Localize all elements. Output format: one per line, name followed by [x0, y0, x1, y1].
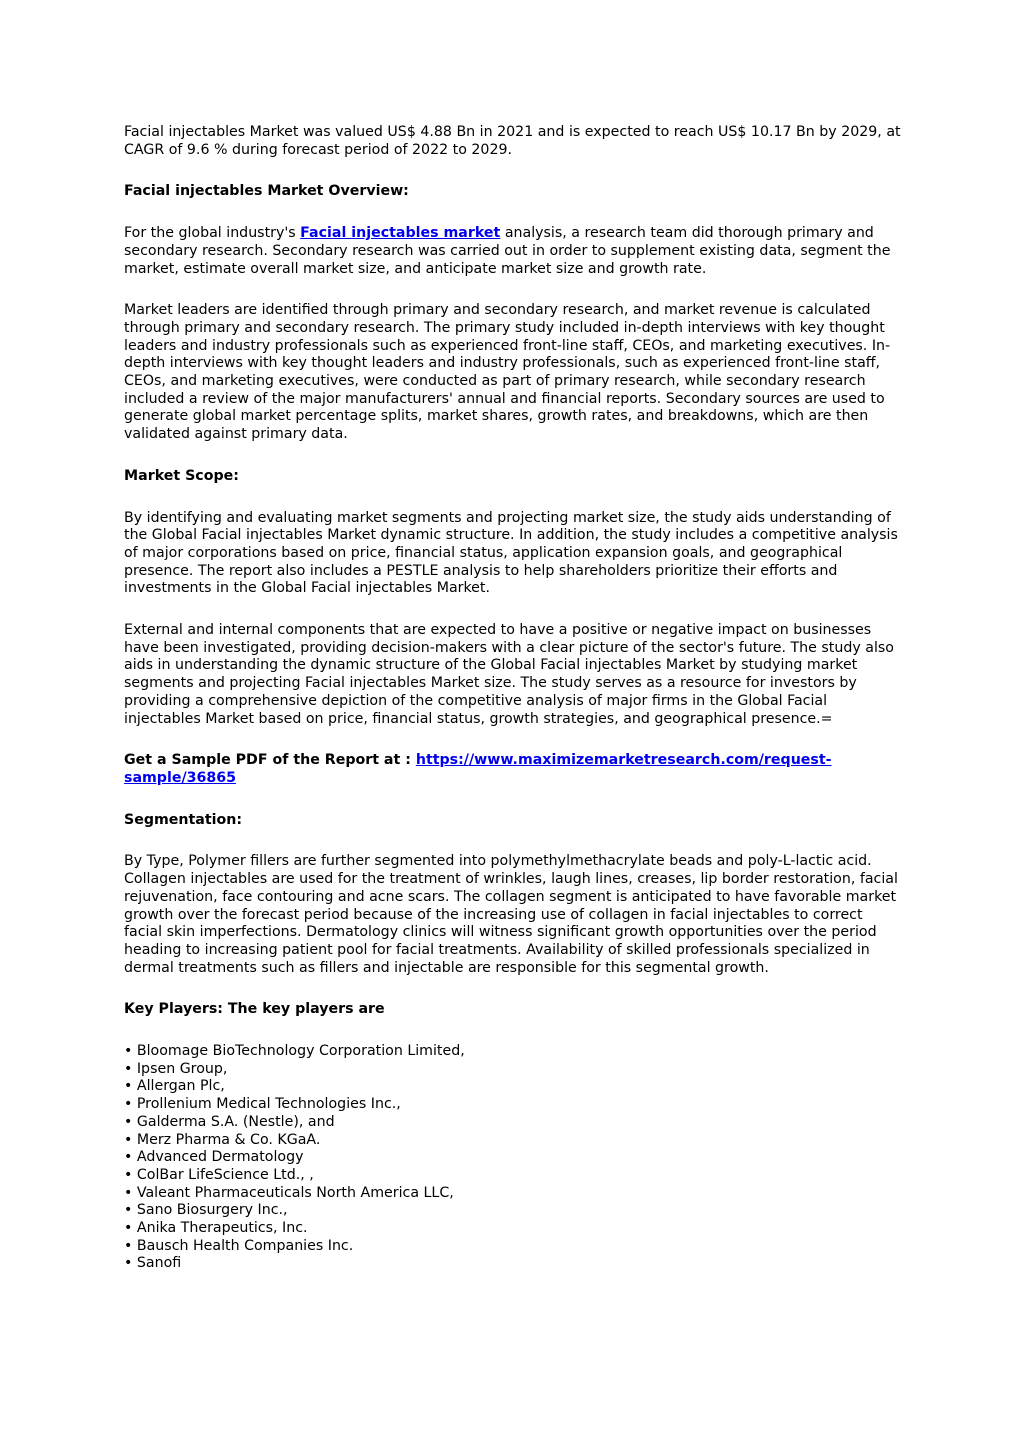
list-item: • Merz Pharma & Co. KGaA. [124, 1131, 321, 1148]
scope-paragraph-1: By identifying and evaluating market segments and projecting market size, the study aids understanding of the Global Facial injectables Market dynamic structure. In addition, the study includes a competitive analysis of major corporations based on price, financial status, application expansion goals, and geographical presence. The report also includes a PESTLE analysis to help shareholders prioritize their efforts and investments in the Global Facial injectables Market. [124, 509, 898, 597]
overview-text-before-link: For the global industry's [124, 225, 301, 242]
key-players-heading: Key Players: The key players are [124, 1001, 385, 1018]
segmentation-heading: Segmentation: [124, 811, 243, 828]
facial-injectables-market-link[interactable]: Facial injectables market [300, 225, 501, 242]
intro-paragraph: Facial injectables Market was valued US$ 4.88 Bn in 2021 and is expected to reach US$ 10.17 Bn by 2029, at CAGR of 9.6 % during forecast period of 2022 to 2029. [124, 124, 901, 158]
key-players-list [124, 1043, 904, 1273]
list-item: • Advanced Dermatology [124, 1149, 304, 1166]
sample-pdf-line [124, 752, 904, 787]
scope-paragraph-2: External and internal components that are expected to have a positive or negative impact on businesses have been investigated, providing decision-makers with a clear picture of the sector's future. The study also aids in understanding the dynamic structure of the Global Facial injectables Market by studying market segments and projecting Facial injectables Market size. The study serves as a resource for investors by providing a comprehensive depiction of the competitive analysis of major firms in the Global Facial injectables Market based on price, financial status, growth strategies, and geographical presence.= [124, 622, 894, 727]
list-item: • Prollenium Medical Technologies Inc., [124, 1096, 401, 1113]
overview-paragraph-1 [124, 225, 904, 278]
list-item: • Galderma S.A. (Nestle), and [124, 1113, 335, 1130]
list-item: • Bausch Health Companies Inc. [124, 1237, 354, 1254]
list-item: • Ipsen Group, [124, 1060, 228, 1077]
segmentation-paragraph: By Type, Polymer fillers are further segmented into polymethylmethacrylate beads and poly-L-lactic acid. Collagen injectables are used for the treatment of wrinkles, laugh lines, creases, lip border restoration, facial rejuvenation, face contouring and acne scars. The collagen segment is anticipated to have favorable market growth over the forecast period because of the increasing use of collagen in facial injectables to correct facial skin imperfections. Dermatology clinics will witness significant growth opportunities over the period heading to increasing patient pool for facial treatments. Availability of skilled professionals specialized in dermal treatments such as fillers and injectable are responsible for this segmental growth. [124, 853, 898, 976]
sample-pdf-link[interactable]: https://www.maximizemarketresearch.com/request-sample/36865 [124, 752, 832, 786]
overview-text-after-link: analysis, a research team did thorough primary and secondary research. Secondary research was carried out in order to supplement existing data, segment the market, estimate overall market size, and anticipate market size and growth rate. [124, 225, 891, 277]
list-item: • Sano Biosurgery Inc., [124, 1202, 288, 1219]
scope-heading: Market Scope: [124, 467, 239, 484]
list-item: • Sanofi [124, 1255, 182, 1272]
overview-paragraph-2: Market leaders are identified through primary and secondary research, and market revenue is calculated through primary and secondary research. The primary study included in-depth interviews with key thought leaders and industry professionals such as experienced front-line staff, CEOs, and marketing executives. In-depth interviews with key thought leaders and industry professionals, such as experienced front-line staff, CEOs, and marketing executives, were conducted as part of primary research, while secondary research included a review of the major manufacturers' annual and financial reports. Secondary sources are used to generate global market percentage splits, market shares, growth rates, and breakdowns, which are then validated against primary data. [124, 302, 891, 443]
document-page [124, 124, 904, 1273]
list-item: • Anika Therapeutics, Inc. [124, 1220, 308, 1237]
list-item: • Valeant Pharmaceuticals North America LLC, [124, 1184, 454, 1201]
sample-pdf-label: Get a Sample PDF of the Report at : [124, 752, 416, 769]
list-item: • Allergan Plc, [124, 1078, 225, 1095]
overview-heading: Facial injectables Market Overview: [124, 183, 409, 200]
list-item: • Bloomage BioTechnology Corporation Limited, [124, 1043, 465, 1060]
list-item: • ColBar LifeScience Ltd., , [124, 1166, 314, 1183]
